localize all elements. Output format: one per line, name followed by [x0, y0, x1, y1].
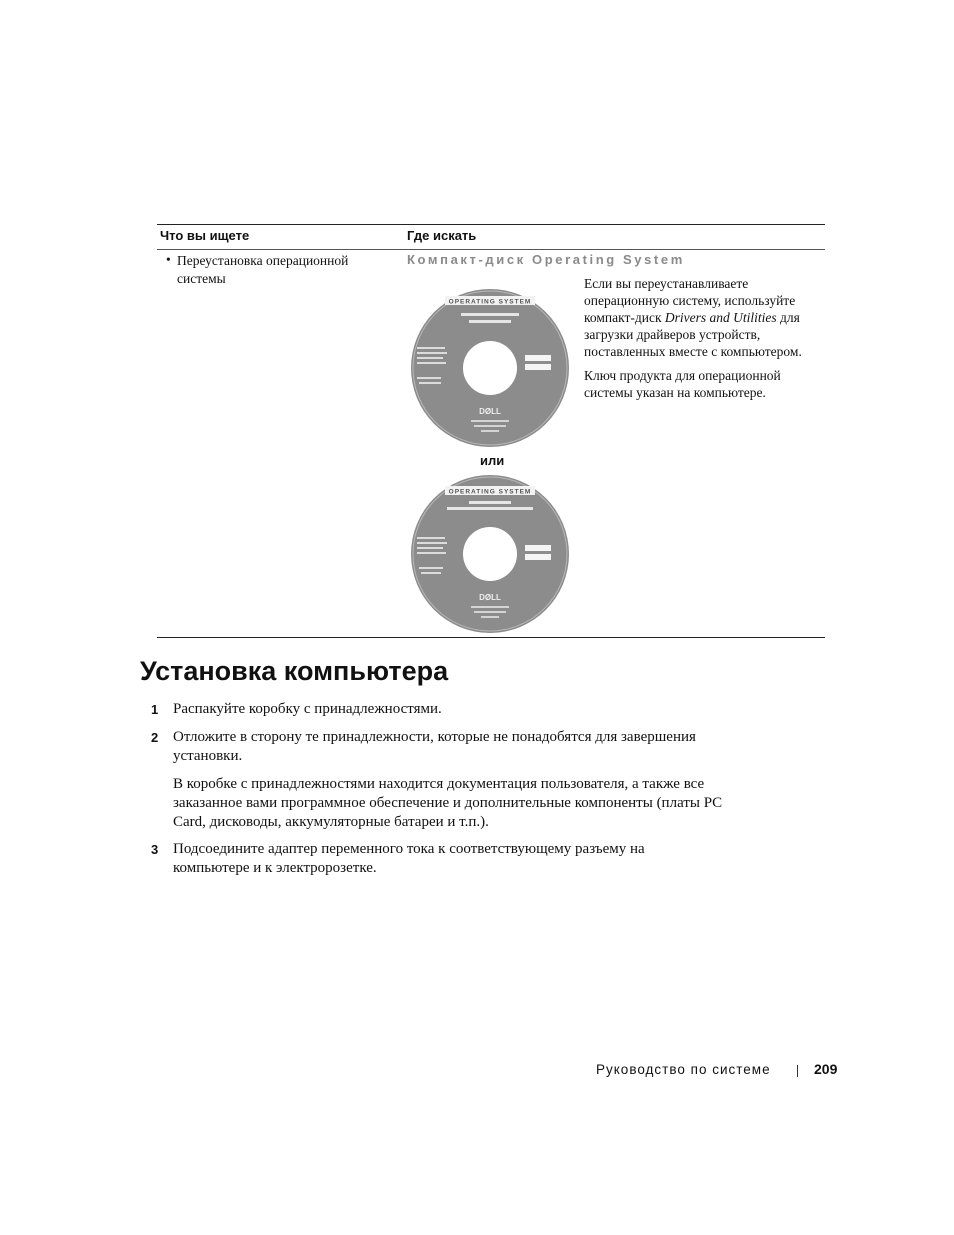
where-cell-text: [584, 275, 816, 408]
svg-text:OPERATING SYSTEM: OPERATING SYSTEM: [448, 298, 532, 306]
step-number: 1: [151, 702, 159, 717]
operating-system-disc-image-1: [411, 289, 569, 447]
table-header-rule: [157, 249, 825, 250]
cd-title: Компакт-диск Operating System: [407, 252, 685, 267]
step-note: В коробке с принадлежностями находится документация пользователя, а также все заказанное вами программное обеспечение и дополнительные компоненты (платы PC Card, дисководы, аккумуляторные батареи и т.п.).: [173, 776, 723, 830]
step-number: 2: [151, 730, 159, 745]
footer-separator: [797, 1065, 798, 1077]
step-text: Распакуйте коробку с принадлежностями.: [173, 701, 442, 717]
column-header-what: Что вы ищете: [160, 228, 250, 243]
column-header-where: Где искать: [407, 228, 477, 243]
footer-title: Руководство по системе: [596, 1062, 771, 1077]
what-cell-text: Переустановка операционной системы: [177, 253, 349, 286]
svg-text:OPERATING SYSTEM: OPERATING SYSTEM: [448, 488, 532, 496]
svg-text:DØLL: DØLL: [479, 407, 501, 416]
page-number: 209: [814, 1061, 838, 1077]
svg-text:DØLL: DØLL: [479, 593, 501, 602]
step-number: 3: [151, 842, 159, 857]
or-label: или: [480, 453, 505, 468]
step-text: Отложите в сторону те принадлежности, которые не понадобятся для завершения установки.: [173, 729, 696, 764]
where-paragraph-1: Если вы переустанавливаете операционную систему, используйте компакт-диск Drivers and Utilities для загрузки драйверов устройств, поставленных вместе с компьютером.: [584, 276, 802, 359]
table-top-rule: [157, 224, 825, 225]
step-text: Подсоедините адаптер переменного тока к соответствующему разъему на компьютере и к электророзетке.: [173, 841, 645, 876]
bullet-icon: •: [166, 252, 171, 267]
section-title: Установка компьютера: [140, 656, 449, 686]
operating-system-disc-image-2: [411, 475, 569, 633]
drivers-utilities-title: Drivers and Utilities: [664, 310, 777, 325]
table-bottom-rule: [157, 637, 825, 638]
where-paragraph-2: Ключ продукта для операционной системы указан на компьютере.: [584, 368, 781, 400]
